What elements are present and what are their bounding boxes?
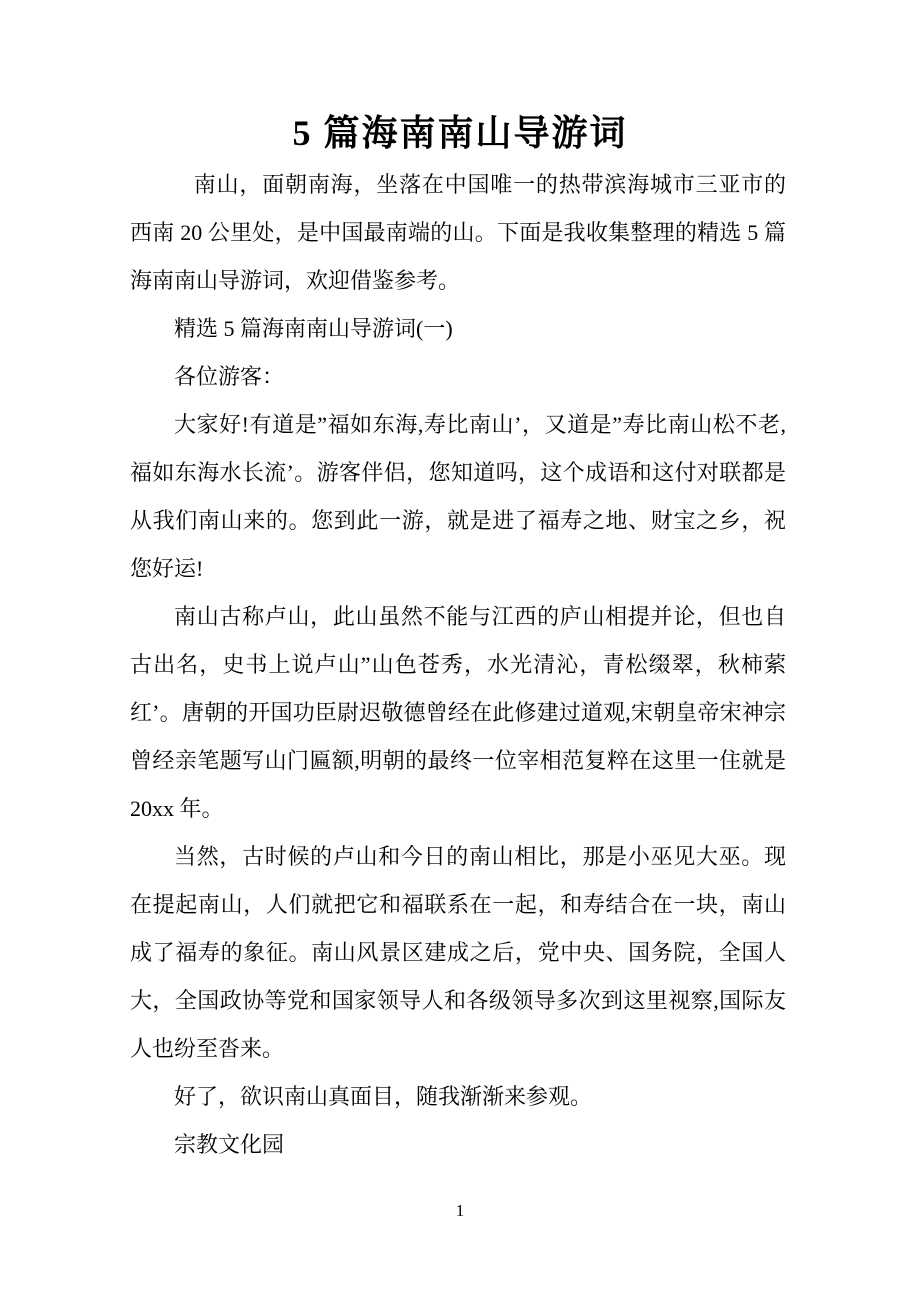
paragraph: 精选 5 篇海南南山导游词(一) (174, 316, 453, 341)
page-number: 1 (455, 1201, 465, 1220)
paragraph: 好了，欲识南山真面目，随我渐渐来参观。 (174, 1084, 593, 1109)
document-body (130, 161, 786, 1169)
paragraph: 宗教文化园 (174, 1132, 285, 1157)
paragraph: 当然，古时候的卢山和今日的南山相比，那是小巫见大巫。现在提起南山，人们就把它和福联系在一起，和寿结合在一块，南山成了福寿的象征。南山风景区建成之后，党中央、国务院，全国人大，全国政协等党和国家领导人和各级领导多次到这里视察,国际友人也纷至沓来。 (130, 844, 786, 1061)
paragraph: 南山，面朝南海，坐落在中国唯一的热带滨海城市三亚市的西南 20 公里处，是中国最南端的山。下面是我收集整理的精选 5 篇海南南山导游词，欢迎借鉴参考。 (130, 172, 786, 293)
paragraph: 南山古称卢山，此山虽然不能与江西的庐山相提并论，但也自古出名，史书上说卢山”山色苍秀，水光清沁，青松缀翠，秋柿萦红’。唐朝的开国功臣尉迟敬德曾经在此修建过道观,宋朝皇帝宋神宗曾经亲笔题写山门匾额,明朝的最终一位宰相范复粹在这里一住就是 20xx 年。 (130, 604, 786, 821)
paragraph: 各位游客： (174, 364, 285, 389)
paragraph: 大家好!有道是”福如东海,寿比南山’，又道是”寿比南山松不老,福如东海水长流’。游客伴侣，您知道吗，这个成语和这付对联都是从我们南山来的。您到此一游，就是进了福寿之地、财宝之乡，祝您好运! (130, 412, 786, 581)
document-title: 5 篇海南南山导游词 (292, 113, 628, 153)
